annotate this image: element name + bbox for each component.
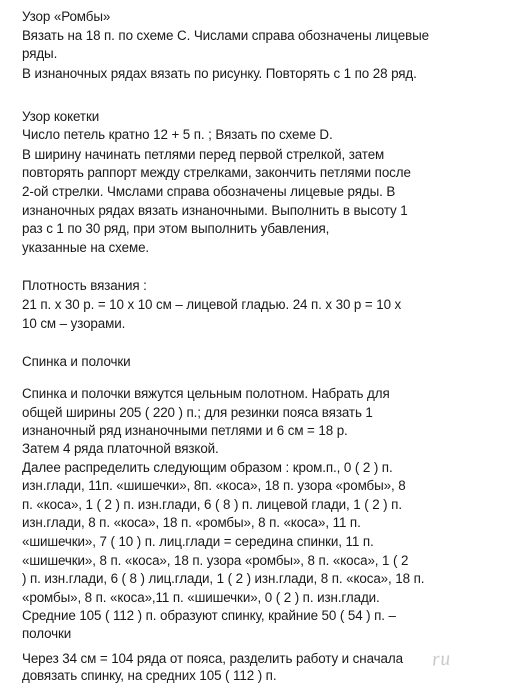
text-line: Затем 4 ряда платочной вязкой. — [22, 441, 219, 456]
watermark: ru — [431, 647, 452, 671]
text-line: Через 34 см = 104 ряда от пояса, разделить работу и сначала — [22, 651, 403, 666]
text-line: ) п. изн.глади, 6 ( 8 ) лиц.глади, 1 ( 2 ) изн.глади, 8 п. «коса», 18 п. — [22, 571, 425, 586]
text-line: 10 см – узорами. — [22, 316, 126, 331]
text-line: В ширину начинать петлями перед первой стрелкой, затем — [22, 147, 385, 162]
text-line: изн.глади, 11п. «шишечки», 8п. «коса», 18 п. узора «ромбы», 8 — [22, 478, 406, 493]
text-line: «шишечки», 7 ( 10 ) п. лиц.глади = середина спинки, 11 п. — [22, 534, 374, 549]
text-line: повторять раппорт между стрелками, закончить петлями после — [22, 165, 411, 180]
text-line: 21 п. х 30 р. = 10 х 10 см – лицевой гладью. 24 п. х 30 р = 10 х — [22, 297, 402, 312]
text-line: изнаночных рядах вязать изнаночными. Выполнить в высоту 1 — [22, 203, 408, 218]
text-line: раз с 1 по 30 ряд, при этом выполнить убавления, — [22, 221, 330, 236]
text-line: Средние 105 ( 112 ) п. образуют спинку, крайние 50 ( 54 ) п. – — [22, 608, 396, 623]
heading-spinka: Спинка и полочки — [22, 354, 131, 369]
heading-romby: Узор «Ромбы» — [22, 9, 111, 24]
text-line: «шишечки», 8 п. «коса», 18 п. узора «ромбы», 8 п. «коса», 1 ( 2 — [22, 553, 409, 568]
text-line: Далее распределить следующим образом : кром.п., 0 ( 2 ) п. — [22, 460, 393, 475]
text-line: п. «коса», 1 ( 2 ) п. изн.глади, 6 ( 8 ) п. лицевой глади, 1 ( 2 ) п. — [22, 497, 402, 512]
text-line: ряды. — [22, 46, 58, 61]
heading-koketka: Узор кокетки — [22, 109, 100, 124]
text-line: полочки — [22, 626, 72, 641]
text-line: изнаночный ряд изнаночными петлями и 6 см = 18 р. — [22, 423, 348, 438]
text-line: В изнаночных рядах вязать по рисунку. Повторять с 1 по 28 ряд. — [22, 66, 417, 81]
text-line: указанные на схеме. — [22, 240, 150, 255]
text-line: общей ширины 205 ( 220 ) п.; для резинки пояса вязать 1 — [22, 405, 373, 420]
text-line: изн.глади, 8 п. «коса», 18 п. «ромбы», 8 п. «коса», 11 п. — [22, 515, 361, 530]
heading-plotnost: Плотность вязания : — [22, 278, 147, 293]
text-line: Спинка и полочки вяжутся цельным полотном. Набрать для — [22, 386, 390, 401]
text-line: довязать спинку, на средних 105 ( 112 ) п. — [22, 668, 277, 683]
text-line: Вязать на 18 п. по схеме С. Числами справа обозначены лицевые — [22, 28, 429, 43]
text-line: Число петель кратно 12 + 5 п. ; Вязать по схеме D. — [22, 127, 333, 142]
text-line: «ромбы», 8 п. «коса»,11 п. «шишечки», 0 ( 2 ) п. изн.глади. — [22, 590, 380, 605]
text-line: 2-ой стрелки. Чмслами справа обозначены лицевые ряды. В — [22, 184, 396, 199]
